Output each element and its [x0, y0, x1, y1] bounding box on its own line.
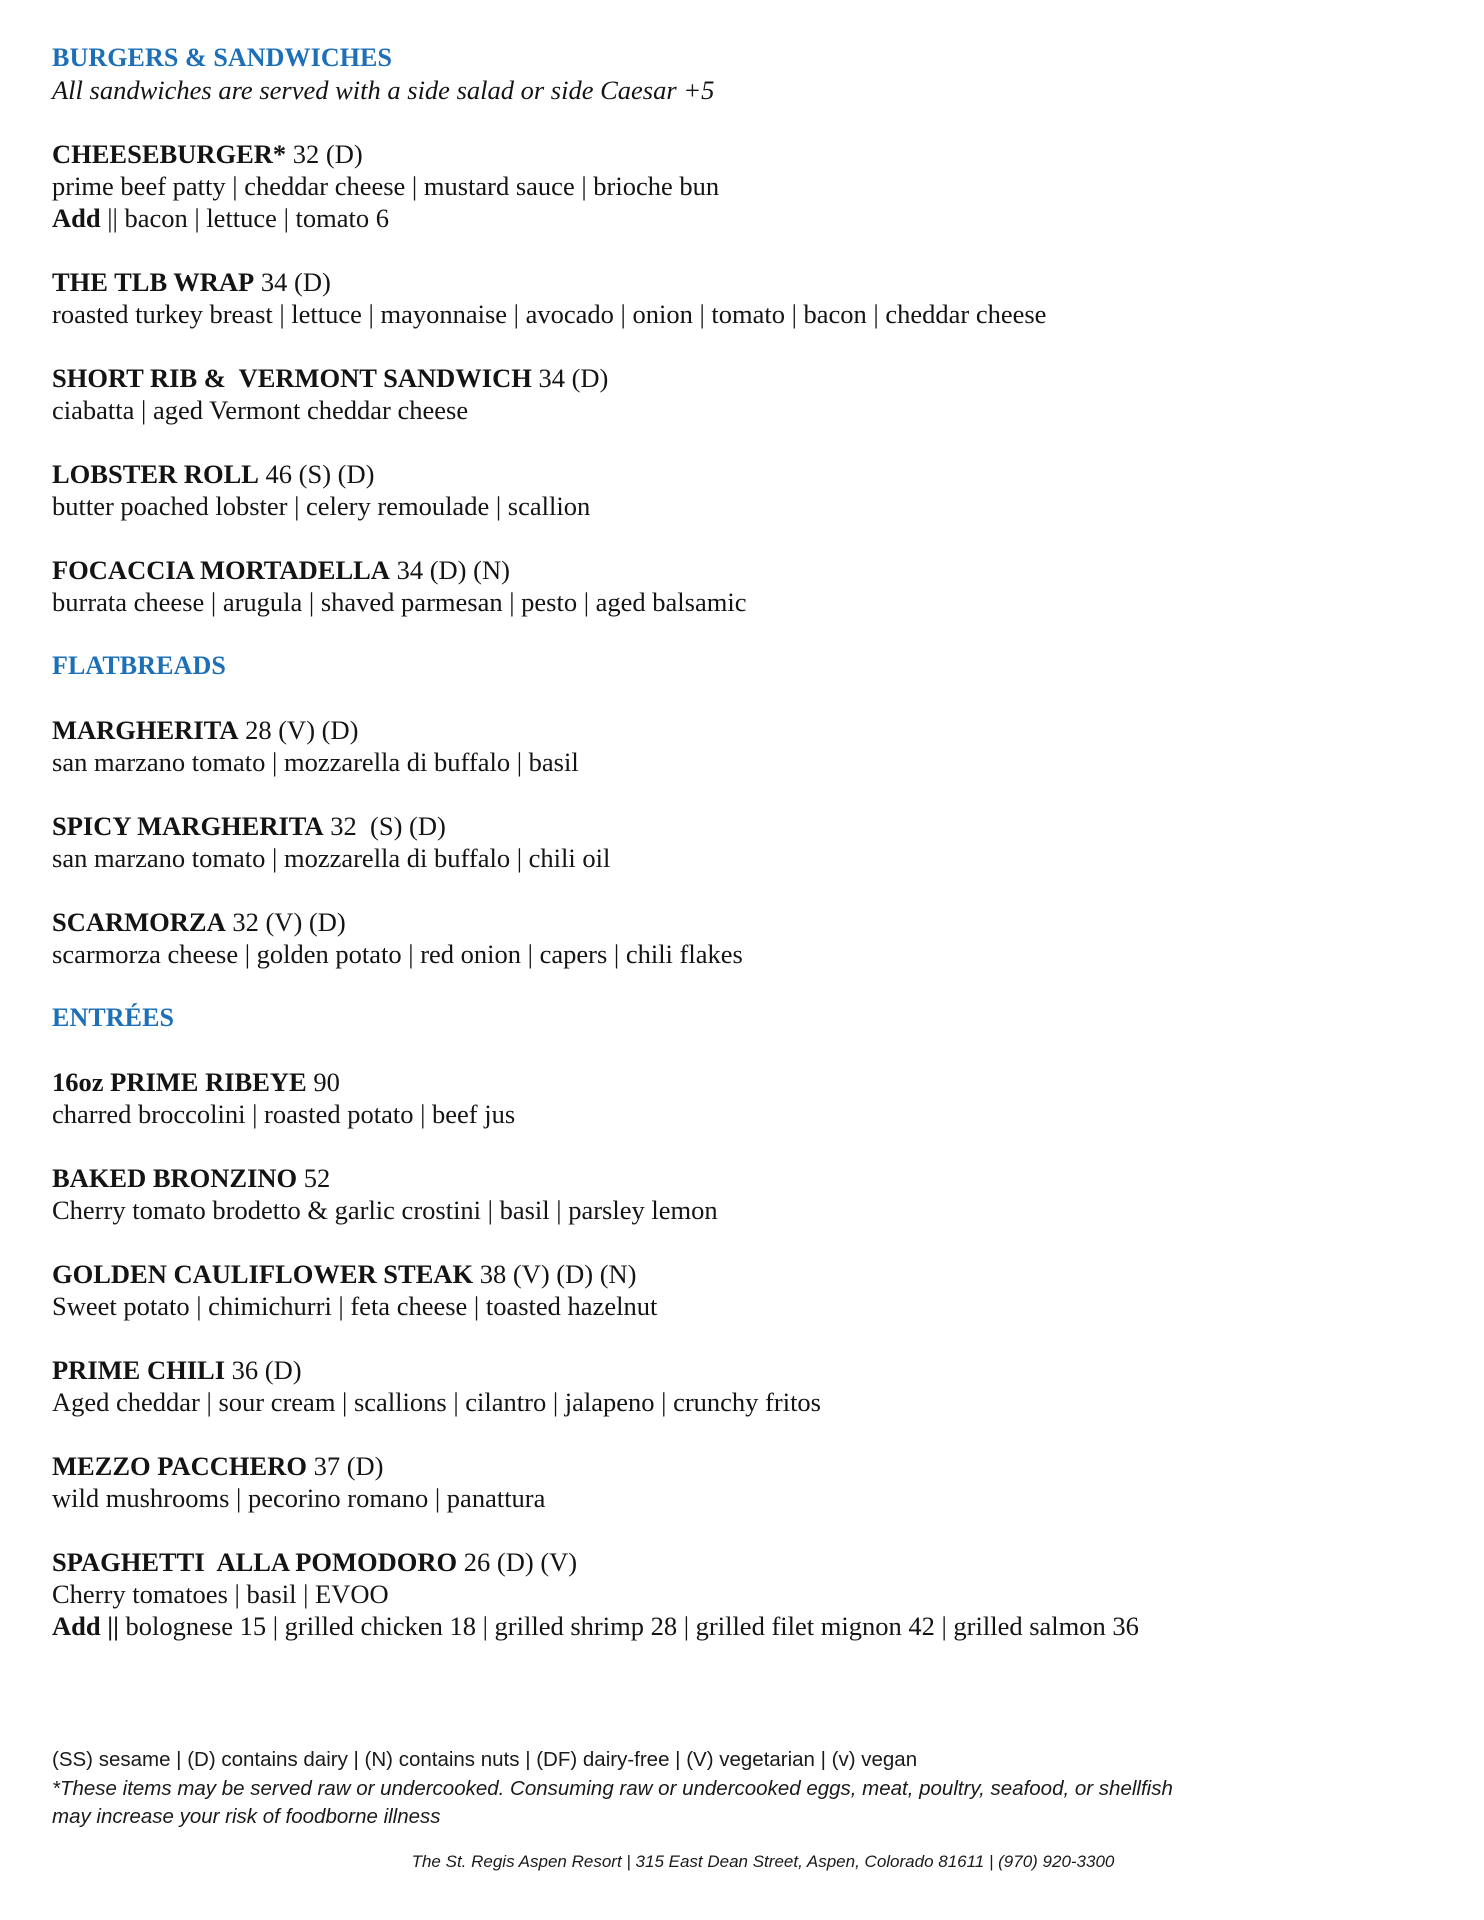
section-heading: FLATBREADS: [52, 651, 226, 680]
item-price-tags: 32 (D): [286, 139, 363, 169]
item-name: 16oz PRIME RIBEYE: [52, 1067, 307, 1097]
menu-item: [52, 1450, 1452, 1514]
allergen-key: (SS) sesame | (D) contains dairy | (N) contains nuts | (DF) dairy-free | (V) vegetarian | (v) vegan: [52, 1748, 918, 1771]
item-name: PRIME CHILI: [52, 1355, 226, 1385]
item-description: wild mushrooms | pecorino romano | panattura: [52, 1483, 546, 1513]
item-price-tags: 52: [297, 1163, 331, 1193]
item-name: MARGHERITA: [52, 715, 239, 745]
item-name: GOLDEN CAULIFLOWER STEAK: [52, 1259, 474, 1289]
add-label: Add ||: [52, 1611, 119, 1641]
item-description: charred broccolini | roasted potato | beef jus: [52, 1099, 516, 1129]
item-name: LOBSTER ROLL: [52, 459, 259, 489]
section-flatbreads: [52, 650, 1452, 1002]
menu-page: [52, 42, 1452, 1642]
item-price-tags: 32 (V) (D): [225, 907, 346, 937]
item-name: SPICY MARGHERITA: [52, 811, 324, 841]
menu-item: [52, 1162, 1452, 1226]
item-price-tags: 38 (V) (D) (N): [473, 1259, 637, 1289]
menu-item: [52, 458, 1452, 522]
item-price-tags: 36 (D): [225, 1355, 302, 1385]
item-name: SCARMORZA: [52, 907, 226, 937]
item-price-tags: 34 (D) (N): [389, 555, 510, 585]
item-price-tags: 26 (D) (V): [457, 1547, 578, 1577]
item-name: MEZZO PACCHERO: [52, 1451, 307, 1481]
section-heading: BURGERS & SANDWICHES: [52, 43, 393, 72]
menu-item: [52, 714, 1452, 778]
item-description: Sweet potato | chimichurri | feta cheese | toasted hazelnut: [52, 1291, 658, 1321]
item-description: san marzano tomato | mozzarella di buffalo | chili oil: [52, 843, 611, 873]
menu-item: [52, 362, 1452, 426]
raw-food-warning-line-1: *These items may be served raw or undercooked. Consuming raw or undercooked eggs, meat, poultry, seafood, or shellfish: [52, 1777, 1173, 1800]
item-name: CHEESEBURGER*: [52, 139, 287, 169]
add-options: bolognese 15 | grilled chicken 18 | grilled shrimp 28 | grilled filet mignon 42 | grilled salmon 36: [118, 1611, 1139, 1641]
section-entrees: [52, 1002, 1452, 1642]
menu-item: [52, 1546, 1452, 1642]
item-description: Cherry tomato brodetto & garlic crostini | basil | parsley lemon: [52, 1195, 718, 1225]
item-price-tags: 28 (V) (D): [238, 715, 359, 745]
menu-item: [52, 1354, 1452, 1418]
menu-item: [52, 1258, 1452, 1322]
item-description: butter poached lobster | celery remoulade | scallion: [52, 491, 591, 521]
add-label: Add: [52, 203, 101, 233]
menu-item: [52, 266, 1452, 330]
item-price-tags: 32 (S) (D): [323, 811, 446, 841]
item-description: roasted turkey breast | lettuce | mayonnaise | avocado | onion | tomato | bacon | cheddar cheese: [52, 299, 1047, 329]
item-name: THE TLB WRAP: [52, 267, 255, 297]
menu-item: [52, 810, 1452, 874]
item-price-tags: 46 (S) (D): [258, 459, 375, 489]
section-burgers-sandwiches: [52, 42, 1452, 650]
raw-food-warning-line-2: may increase your risk of foodborne illness: [52, 1805, 441, 1828]
menu-item: [52, 138, 1452, 234]
menu-item: [52, 554, 1452, 618]
add-options: || bacon | lettuce | tomato 6: [100, 203, 389, 233]
menu-item: [52, 906, 1452, 970]
legend: [52, 1745, 1432, 1831]
item-description: burrata cheese | arugula | shaved parmesan | pesto | aged balsamic: [52, 587, 747, 617]
item-name: FOCACCIA MORTADELLA: [52, 555, 390, 585]
item-description: san marzano tomato | mozzarella di buffalo | basil: [52, 747, 579, 777]
section-note: All sandwiches are served with a side salad or side Caesar +5: [52, 75, 715, 105]
item-price-tags: 90: [306, 1067, 340, 1097]
item-description: scarmorza cheese | golden potato | red onion | capers | chili flakes: [52, 939, 743, 969]
menu-item: [52, 1066, 1452, 1130]
item-description: Aged cheddar | sour cream | scallions | cilantro | jalapeno | crunchy fritos: [52, 1387, 821, 1417]
item-name: BAKED BRONZINO: [52, 1163, 298, 1193]
item-description: Cherry tomatoes | basil | EVOO: [52, 1579, 389, 1609]
item-description: prime beef patty | cheddar cheese | mustard sauce | brioche bun: [52, 171, 720, 201]
item-name: SHORT RIB & VERMONT SANDWICH: [52, 363, 532, 393]
item-price-tags: 34 (D): [254, 267, 331, 297]
section-heading: ENTRÉES: [52, 1003, 175, 1032]
item-name: SPAGHETTI ALLA POMODORO: [52, 1547, 458, 1577]
item-price-tags: 34 (D): [531, 363, 609, 393]
item-price-tags: 37 (D): [306, 1451, 384, 1481]
item-description: ciabatta | aged Vermont cheddar cheese: [52, 395, 469, 425]
footer-address: The St. Regis Aspen Resort | 315 East Dean Street, Aspen, Colorado 81611 | (970) 920-3300: [411, 1852, 1115, 1871]
